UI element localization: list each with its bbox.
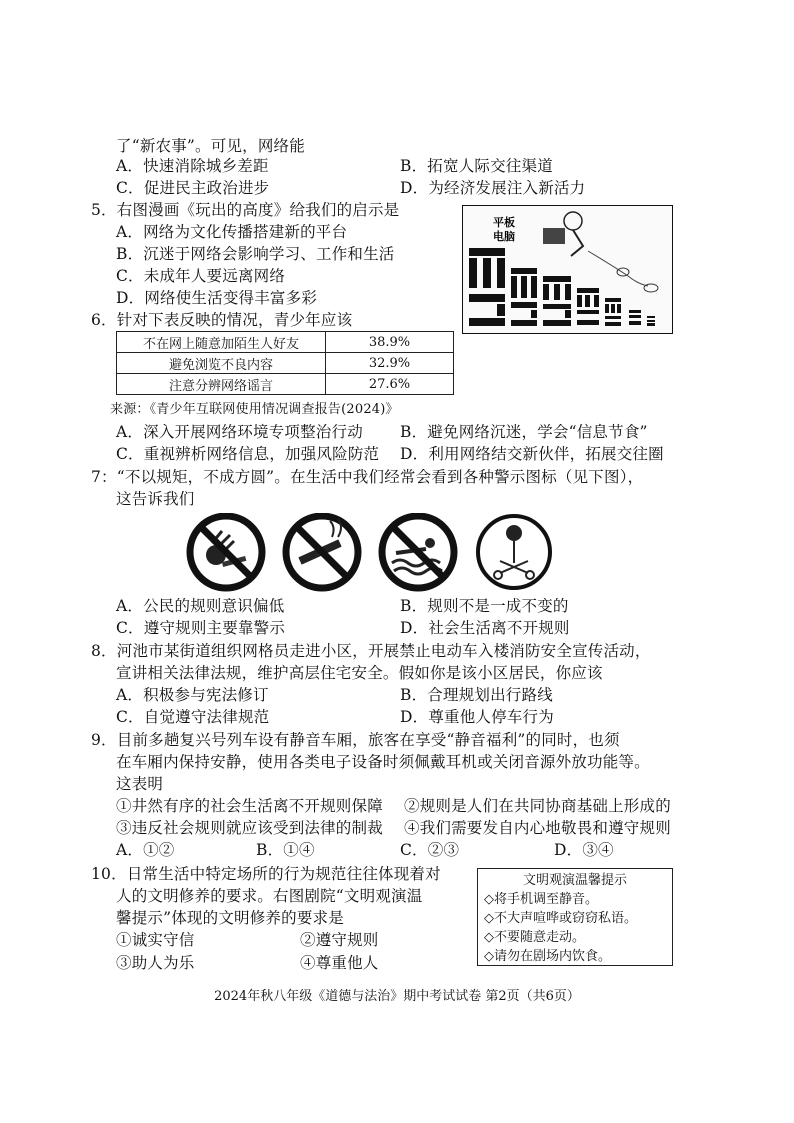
q9-option-a: A．①② [116, 841, 175, 859]
q9-statement-1: ①井然有序的社会生活离不开规则保障 [116, 797, 383, 815]
q5-option-c: C．未成年人要远离网络 [116, 267, 286, 285]
q10-stem-1: 10．日常生活中特定场所的行为规范往往体现着对 [91, 865, 441, 883]
table-cell-pct: 32.9% [326, 353, 454, 374]
table-row [117, 374, 454, 395]
no-fireworks-icon [190, 516, 262, 588]
q5-option-b: B．沉迷于网络会影响学习、工作和生活 [116, 245, 395, 263]
no-smoking-icon [286, 516, 358, 588]
q9-statement-4: ④我们需要发自内心地敬畏和遵守规则 [404, 819, 671, 837]
q8-option-c: C．自觉遵守法律规范 [116, 708, 270, 726]
notice-item: ◇请勿在剧场内饮食。 [484, 949, 611, 964]
page-footer: 2024年秋八年级《道德与法治》期中考试试卷 第2页（共6页） [214, 989, 580, 1004]
q9-option-b: B．①④ [256, 841, 315, 859]
notice-item: ◇不大声喧哗或窃窃私语。 [484, 911, 637, 926]
table-cell-item: 注意分辨网络谣言 [117, 374, 326, 395]
q5-stem: 5．右图漫画《玩出的高度》给我们的启示是 [91, 201, 400, 219]
q10-statement-1: ①诚实守信 [116, 931, 195, 949]
no-swimming-icon [382, 516, 454, 588]
table-cell-pct: 38.9% [326, 332, 454, 353]
q5-option-d: D．网络使生活变得丰富多彩 [116, 289, 318, 307]
q9-stem-3: 这表明 [116, 775, 164, 793]
table-row [117, 332, 454, 353]
notice-title: 文明观演温馨提示 [522, 873, 627, 888]
q6-option-b: B．避免网络沉迷，学会“信息节食” [400, 423, 648, 441]
q6-source: 来源：《青少年互联网使用情况调查报告(2024)》 [110, 402, 399, 417]
q6-stem: 6．针对下表反映的情况，青少年应该 [91, 311, 353, 329]
theater-notice [477, 868, 673, 966]
comic-image [462, 205, 673, 334]
q9-option-c: C．②③ [400, 841, 460, 859]
q7-option-b: B．规则不是一成不变的 [400, 597, 569, 615]
q8-stem-2: 宣讲相关法律法规，维护高层住宅安全。假如你是该小区居民，你应该 [116, 664, 603, 682]
q5-option-a: A．网络为文化传播搭建新的平台 [116, 223, 348, 241]
q7-option-a: A．公民的规则意识偏低 [116, 597, 285, 615]
q6-option-c: C．重视辨析网络信息，加强风险防范 [116, 445, 380, 463]
q7-stem-1: 7：“不以规矩，不成方圆”。在生活中我们经常会看到各种警示图标（见下图）， [91, 468, 644, 486]
table-cell-pct: 27.6% [326, 374, 454, 395]
q7-option-d: D．社会生活离不开规则 [400, 619, 570, 637]
table-cell-item: 避免浏览不良内容 [117, 353, 326, 374]
q9-option-d: D．③④ [554, 841, 614, 859]
q7-stem-2: 这告诉我们 [116, 490, 195, 508]
notice-item: ◇将手机调至静音。 [484, 892, 598, 907]
table-row [117, 353, 454, 374]
q10-stem-3: 馨提示”体现的文明修养的要求是 [116, 909, 344, 927]
q6-option-a: A．深入开展网络环境专项整治行动 [116, 423, 363, 441]
q10-stem-2: 人的文明修养的要求。右图剧院“文明观演温 [116, 887, 423, 905]
notice-item: ◇不要随意走动。 [484, 930, 585, 945]
q9-statement-2: ②规则是人们在共同协商基础上形成的 [404, 797, 671, 815]
no-picking-flowers-icon [478, 516, 550, 588]
q8-option-a: A．积极参与宪法修订 [116, 686, 269, 704]
comic-label-2: 电脑 [493, 231, 515, 243]
q4-option-d: D．为经济发展注入新活力 [400, 179, 586, 197]
q7-option-c: C．遵守规则主要靠警示 [116, 619, 286, 637]
comic-label-1: 平板 [493, 217, 515, 229]
survey-table [116, 331, 454, 395]
q4-option-c: C．促进民主政治进步 [116, 179, 270, 197]
comic-drawing [463, 206, 672, 333]
q6-option-d: D．利用网络结交新伙伴，拓展交往圈 [400, 445, 664, 463]
q4-stem-tail: 了“新农事”。可见，网络能 [116, 137, 305, 155]
q4-option-a: A．快速消除城乡差距 [116, 157, 269, 175]
q8-option-d: D．尊重他人停车行为 [400, 708, 554, 726]
q10-statement-2: ②遵守规则 [300, 931, 379, 949]
q9-statement-3: ③违反社会规则就应该受到法律的制裁 [116, 819, 383, 837]
q10-statement-3: ③助人为乐 [116, 954, 195, 972]
table-cell-item: 不在网上随意加陌生人好友 [117, 332, 326, 353]
q8-stem-1: 8．河池市某街道组织网格员走进小区，开展禁止电动车入楼消防安全宣传活动， [91, 642, 651, 660]
q9-stem-2: 在车厢内保持安静，使用各类电子设备时须佩戴耳机或关闭音源外放功能等。 [116, 753, 650, 771]
q9-stem-1: 9．目前多趟复兴号列车设有静音车厢，旅客在享受“静音福利”的同时，也须 [91, 731, 620, 749]
q10-statement-4: ④尊重他人 [300, 954, 379, 972]
warning-signs [182, 513, 582, 593]
q4-option-b: B．拓宽人际交往渠道 [400, 157, 553, 175]
q8-option-b: B．合理规划出行路线 [400, 686, 553, 704]
